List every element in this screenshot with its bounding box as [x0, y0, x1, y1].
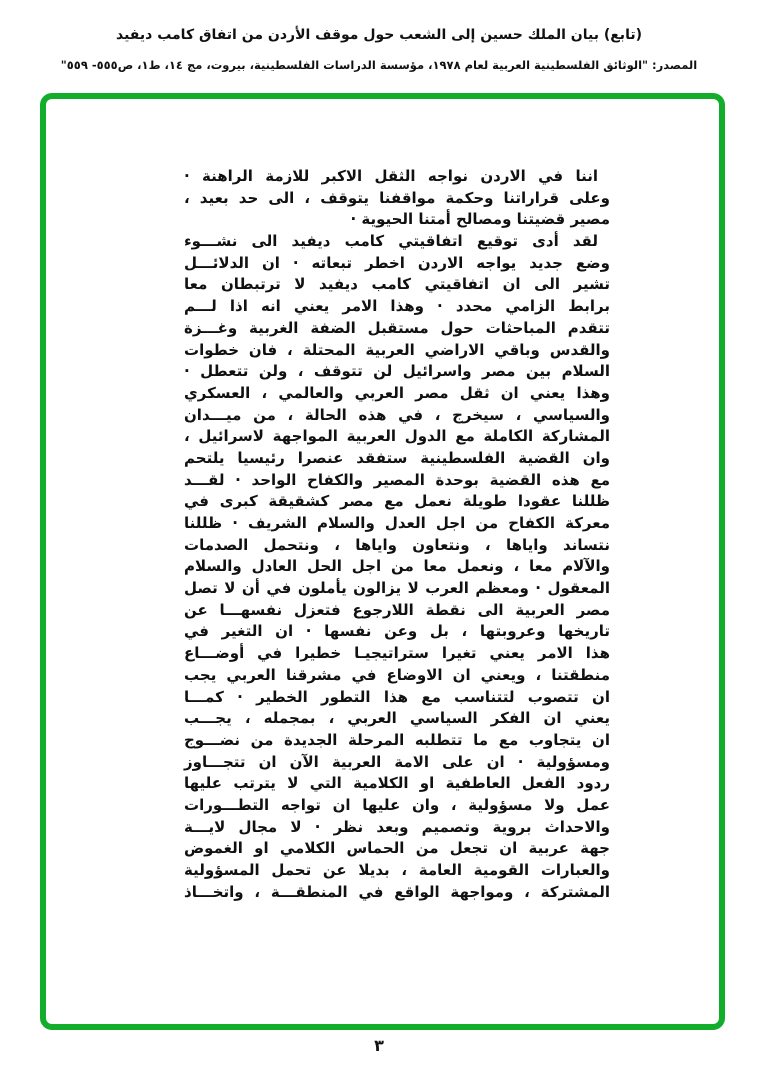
document-title: (تابع) بيان الملك حسين إلى الشعب حول موقف الأردن من اتفاق كامب ديفيد: [116, 27, 642, 43]
body-line: المعقول · ومعظم العرب لا يزالون يأملون في أن لا تصل: [184, 579, 610, 598]
body-line: وان القضية الفلسطينية ستفقد عنصرا رئيسيا يلتحم: [184, 448, 610, 467]
body-line: والاحداث بروية وتصميم وبعد نظر · لا مجال لايـــة: [184, 817, 610, 836]
body-line: يعني ان الفكر السياسي العربي ، بمجمله ، يجـــب: [184, 709, 610, 728]
body-line: ظللنا عقودا طويلة نعمل مع مصر كشقيقة كبرى في: [184, 492, 610, 511]
body-line: تشير الى ان اتفاقيتي كامب ديفيد لا ترتبطان معا: [184, 275, 610, 294]
body-line: المشتركة ، ومواجهة الواقع في المنطقـــة ، واتخـــاذ: [184, 882, 610, 901]
body-line: والسياسي ، سيخرج ، في هذه الحالة ، من ميـــدان: [184, 405, 610, 424]
body-line: مصير قضيتنا ومصالح أمتنا الحيوية ·: [350, 210, 610, 229]
body-line: برابط الزامي محدد · وهذا الامر يعني انه اذا لـــم: [184, 297, 610, 316]
body-line: معركة الكفاح من اجل العدل والسلام الشريف · ظللنا: [184, 514, 610, 532]
body-line: ان تتصوب لتتناسب مع هذا التطور الخطير · كمـــا: [184, 687, 610, 706]
page-number: ٣: [374, 1036, 384, 1055]
body-line: منطقتنا ، ويعني ان الاوضاع في مشرقنا العربي يجب: [184, 665, 610, 684]
body-line: وعلى قراراتنا وحكمة مواقفنا يتوقف ، الى حد بعيد ،: [184, 188, 610, 207]
document-source-citation: المصدر: "الوثائق الفلسطينية العربية لعام ١٩٧٨، مؤسسة الدراسات الفلسطينية، بيروت، مج ١٤، ط١، ص٥٥٥- ٥٥٩": [60, 58, 698, 72]
body-line: جهة عربية ان تجعل من الحماس الكلامي او الغموض: [184, 839, 610, 858]
body-line: تتقدم المباحثات حول مستقبل الضفة الغربية وغـــزة: [184, 318, 610, 337]
body-line: والآلام معا ، ونعمل معا من اجل الحل العادل والسلام: [184, 557, 610, 576]
body-line: عمل ولا مسؤولية ، وان عليها ان تواجه التطـــورات: [184, 795, 610, 814]
body-line: ان يتجاوب مع ما تتطلبه المرحلة الجديدة من نضـــوج: [184, 730, 610, 749]
body-line: نتساند واياها ، ونتعاون واياها ، ونتحمل الصدمات: [184, 535, 610, 554]
body-line: مصر العربية الى نقطة اللارجوع فتعزل نفسهـــا عن: [184, 600, 610, 619]
body-line: وهذا يعني ان ثقل مصر العربي والعالمي ، العسكري: [184, 383, 610, 402]
body-line: المشاركة الكاملة مع الدول العربية المواجهة لاسرائيل ،: [184, 427, 610, 446]
body-line: والعبارات القومية العامة ، بديلا عن تحمل المسؤولية: [184, 861, 610, 879]
body-line: لقد أدى توقيع اتفاقيتي كامب ديفيد الى نشـــوء: [184, 232, 598, 251]
body-line: السلام بين مصر واسرائيل لن تتوقف ، ولن تتعطل ·: [184, 362, 610, 381]
body-line: وضع جديد يواجه الاردن اخطر تبعاته · ان الدلائـــل: [184, 253, 610, 272]
body-line: هذا الامر يعني تغيرا ستراتيجيـا خطيرا في أوضـــاع: [184, 644, 610, 663]
body-line: ردود الفعل العاطفية او الكلامية التي لا يترتب عليها: [184, 774, 610, 793]
body-line: تاريخها وعروبتها ، بل وعن نفسها · ان التغير في: [184, 622, 610, 641]
body-line: والقدس وباقي الاراضي العربية المحتلة ، فان خطوات: [184, 340, 610, 359]
body-line: مع هذه القضية بوحدة المصير والكفاح الواحد · لقـــد: [184, 470, 610, 489]
body-line: اننا في الاردن نواجه الثقل الاكبر للازمة الراهنة ·: [184, 167, 598, 185]
document-body: [184, 166, 610, 903]
body-line: ومسؤولية · ان على الامة العربية الآن ان تتجـــاوز: [184, 752, 610, 771]
